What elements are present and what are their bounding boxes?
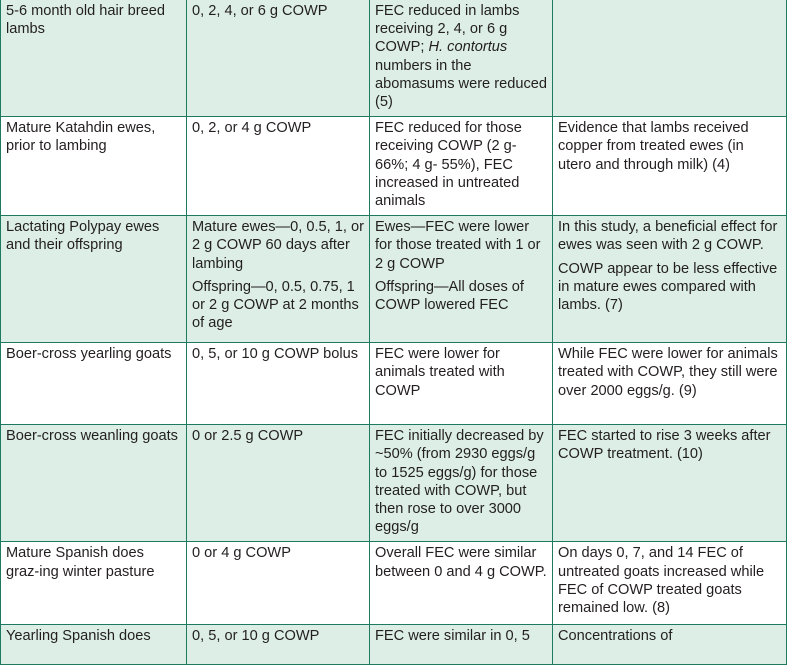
table-row (1, 425, 787, 542)
table-row (1, 0, 787, 117)
treatment-cell: 0 or 4 g COWP (187, 542, 370, 625)
animals-cell: Mature Spanish does graz-ing winter pasture (1, 542, 187, 625)
comments-cell: While FEC were lower for animals treated with COWP, they still were over 2000 eggs/g. (9) (553, 343, 787, 425)
table-row (1, 343, 787, 425)
comments-cell: In this study, a beneficial effect for ewes was seen with 2 g COWP. COWP appear to be less effective in mature ewes compared with lambs. (7) (553, 216, 787, 343)
animals-cell: 5-6 month old hair breed lambs (1, 0, 187, 117)
results-cell: FEC were lower for animals treated with COWP (370, 343, 553, 425)
treatment-cell: 0, 2, 4, or 6 g COWP (187, 0, 370, 117)
treatment-cell: 0, 5, or 10 g COWP bolus (187, 343, 370, 425)
animals-cell: Mature Katahdin ewes, prior to lambing (1, 117, 187, 216)
treatment-cell: 0 or 2.5 g COWP (187, 425, 370, 542)
results-cell: FEC initially decreased by ~50% (from 2930 eggs/g to 1525 eggs/g) for those treated with COWP, but then rose to over 3000 eggs/g (370, 425, 553, 542)
table-row (1, 542, 787, 625)
results-cell: FEC reduced for those receiving COWP (2 g-66%; 4 g- 55%), FEC increased in untreated animals (370, 117, 553, 216)
table-row (1, 117, 787, 216)
comments-cell (553, 0, 787, 117)
animals-cell: Yearling Spanish does (1, 625, 187, 665)
animals-cell: Lactating Polypay ewes and their offspring (1, 216, 187, 343)
table-row (1, 625, 787, 665)
table-row (1, 216, 787, 343)
results-cell: Overall FEC were similar between 0 and 4 g COWP. (370, 542, 553, 625)
treatment-cell: Mature ewes—0, 0.5, 1, or 2 g COWP 60 days after lambing Offspring—0, 0.5, 0.75, 1 or 2 g COWP at 2 months of age (187, 216, 370, 343)
treatment-cell: 0, 5, or 10 g COWP (187, 625, 370, 665)
results-cell: FEC reduced in lambs receiving 2, 4, or 6 g COWP; H. contortus numbers in the abomasums were reduced (5) (370, 0, 553, 117)
animals-cell: Boer-cross weanling goats (1, 425, 187, 542)
comments-cell: Evidence that lambs received copper from treated ewes (in utero and through milk) (4) (553, 117, 787, 216)
results-cell: FEC were similar in 0, 5 (370, 625, 553, 665)
comments-cell: On days 0, 7, and 14 FEC of untreated goats increased while FEC of COWP treated goats remained low. (8) (553, 542, 787, 625)
animals-cell: Boer-cross yearling goats (1, 343, 187, 425)
species-name: H. contortus (428, 39, 508, 56)
comments-cell: FEC started to rise 3 weeks after COWP treatment. (10) (553, 425, 787, 542)
treatment-cell: 0, 2, or 4 g COWP (187, 117, 370, 216)
comments-cell: Concentrations of (553, 625, 787, 665)
results-cell: Ewes—FEC were lower for those treated with 1 or 2 g COWP Offspring—All doses of COWP lowered FEC (370, 216, 553, 343)
